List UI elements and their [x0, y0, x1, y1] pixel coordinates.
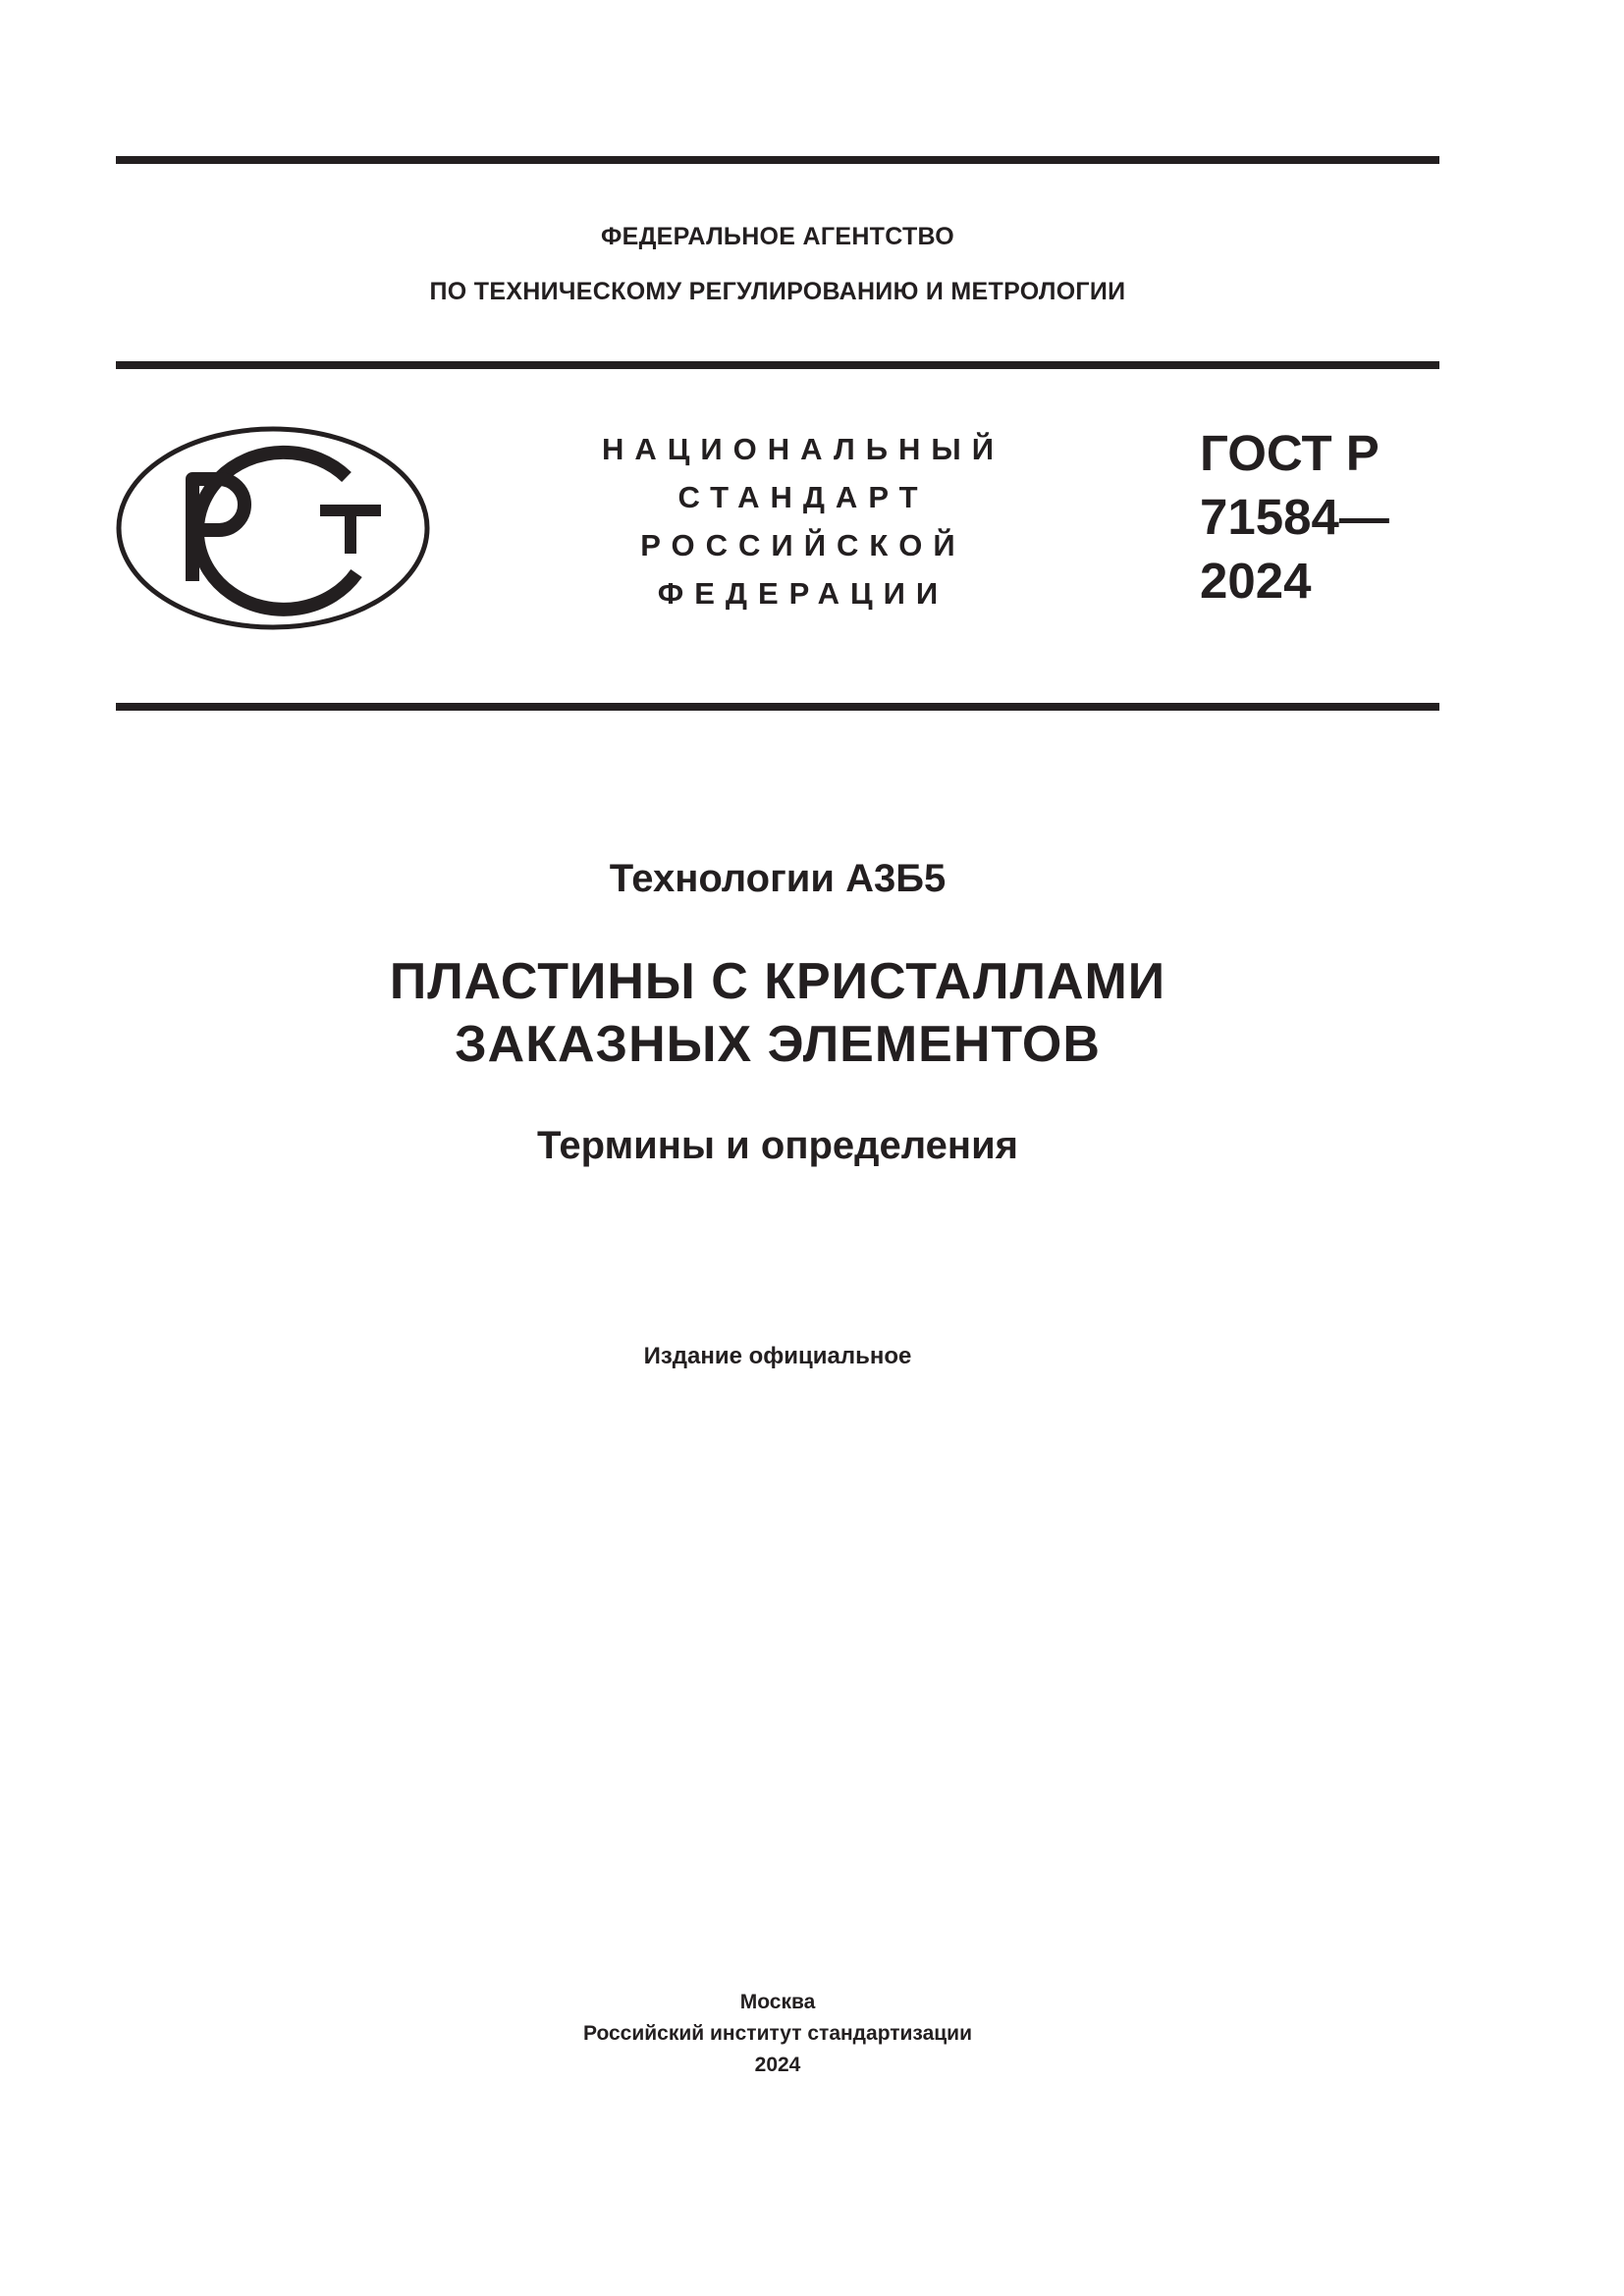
designation-line-1: ГОСТ Р [1200, 425, 1380, 481]
designation-line-2: 71584— [1200, 489, 1389, 545]
top-rule [116, 156, 1439, 164]
standard-designation [1200, 421, 1389, 613]
publisher-year: 2024 [754, 2054, 801, 2076]
document-title-line-2: ЗАКАЗНЫХ ЭЛЕМЕНТОВ [455, 1016, 1101, 1073]
designation-line-3: 2024 [1200, 553, 1312, 609]
publisher-block [116, 1987, 1439, 2081]
edition-label: Издание официальное [643, 1343, 912, 1369]
masthead-bottom-rule [116, 703, 1439, 711]
agency-name-line-1: ФЕДЕРАЛЬНОЕ АГЕНТСТВО [600, 223, 955, 250]
document-subtitle: Термины и определения [536, 1124, 1019, 1167]
national-standard-line-4: ФЕДЕРАЦИИ [657, 576, 949, 611]
national-standard-label [558, 425, 1049, 617]
publisher-city: Москва [739, 1991, 816, 2013]
header-bottom-rule [116, 361, 1439, 369]
agency-name-line-2: ПО ТЕХНИЧЕСКОМУ РЕГУЛИРОВАНИЮ И МЕТРОЛОГИИ [429, 278, 1126, 305]
national-standard-line-3: РОССИЙСКОЙ [640, 528, 966, 562]
series-title: Технологии А3Б5 [609, 857, 947, 900]
rst-certification-mark-icon [116, 426, 430, 630]
document-title-line-1: ПЛАСТИНЫ С КРИСТАЛЛАМИ [389, 953, 1166, 1010]
publisher-organization: Российский институт стандартизации [582, 2022, 973, 2045]
national-standard-line-2: СТАНДАРТ [677, 480, 929, 514]
document-title [116, 950, 1439, 1076]
national-standard-line-1: НАЦИОНАЛЬНЫЙ [601, 432, 1005, 466]
